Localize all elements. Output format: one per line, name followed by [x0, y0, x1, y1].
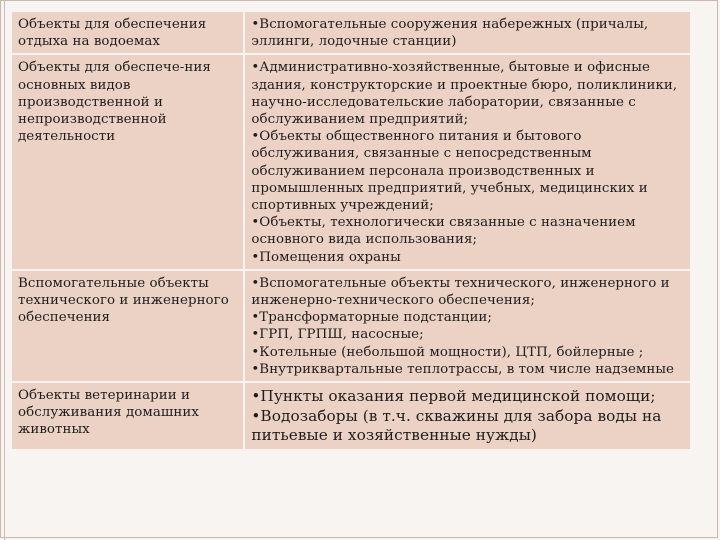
list-item: •Помещения охраны — [251, 249, 401, 265]
list-item: •Трансформаторные подстанции; — [251, 310, 492, 326]
list-item: •Объекты, технологически связанные с назначением основного вида использования; — [251, 215, 636, 248]
list-item: •Вспомогательные объекты технического, инженерного и инженерно-технического обеспечения; — [251, 275, 670, 309]
row-category-cell: Вспомогательные объекты технического и инженерного обеспечения — [12, 271, 243, 381]
list-item: •ГРП, ГРПШ, насосные; — [251, 327, 424, 343]
list-item: •Пункты оказания первой медицинской помощи; — [251, 387, 656, 406]
table-row — [12, 383, 690, 449]
row-category-cell: Объекты для обеспечения отдыха на водоемах — [12, 12, 243, 53]
list-item: •Административно-хозяйственные, бытовые и офисные здания, конструкторские и проектные бюро, поликлиники, научно-исследовательские лаборатории, связанные с обслуживанием предприятий; — [251, 60, 678, 128]
row-category-cell: Объекты для обеспече-ния основных видов производственной и непроизводственной деятельности — [12, 55, 243, 268]
list-item: •Вспомогательные сооружения набережных (причалы, эллинги, лодочные станции) — [251, 17, 649, 50]
row-items-cell — [245, 55, 690, 268]
row-items-cell — [245, 383, 690, 449]
row-items-cell — [245, 271, 690, 381]
row-category-cell: Объекты ветеринарии и обслуживания домашних животных — [12, 383, 243, 449]
left-margin-rule — [4, 0, 5, 540]
row-items-cell — [245, 12, 690, 53]
table-row — [12, 12, 690, 53]
list-item: •Внутриквартальные теплотрассы, в том числе надземные — [251, 361, 675, 377]
list-item: •Объекты общественного питания и бытового обслуживания, связанные с непосредственным обслуживанием персонала производственных и промышленных предприятий, учебных, медицинских и спортивных учреждений; — [251, 129, 648, 214]
list-item: •Котельные (небольшой мощности), ЦТП, бойлерные ; — [251, 344, 644, 360]
table-row — [12, 271, 690, 381]
list-item: •Водозаборы (в т.ч. скважины для забора воды на питьевые и хозяйственные нужды) — [251, 406, 662, 445]
land-use-table — [10, 10, 692, 451]
table-row — [12, 55, 690, 268]
